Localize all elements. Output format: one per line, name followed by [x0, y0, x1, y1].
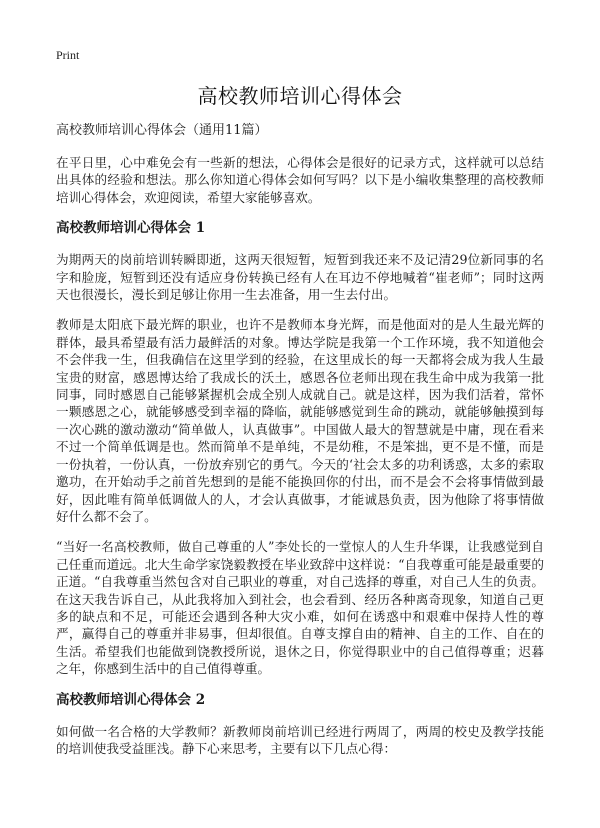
section-1	[56, 219, 544, 677]
section-2-paragraph-1: 如何做一名合格的大学教师？新教师岗前培训已经进行两周了，两周的校史及教学技能的培训使我受益匪浅。静下心来思考，主要有以下几点心得：	[56, 723, 544, 756]
section-1-paragraph-3: “当好一名高校教师，做自己尊重的人”李处长的一堂惊人的人生升华课，让我感觉到自己任重而道远。北大生命学家饶毅教授在毕业致辞中这样说：“自我尊重可能是最重要的正道。“自我尊重当然包含对自己职业的尊重，对自己选择的尊重，对自己人生的负责。在这天我告诉自己，从此我将加入到社会，也会看到、经历各种离奇现象，知道自己更多的缺点和不足，可能还会遇到各种大灾小难，如何在诱惑中和艰难中保持人性的尊严，赢得自己的尊重并非易事，但却很值。自尊支撑自由的精神、自主的工作、自在的生活。希望我们也能做到饶教授所说，退休之日，你觉得职业中的自己值得尊重；迟暮之年，你感到生活中的自己值得尊重。	[56, 539, 544, 677]
section-1-paragraph-1: 为期两天的岗前培训转瞬即逝，这两天很短暂，短暂到我还来不及记清29位新同事的名字和脸庞，短暂到还没有适应身份转换已经有人在耳边不停地喊着“崔老师”；同时这两天也很漫长，漫长到足够让你用一生去准备，用一生去付出。	[56, 252, 544, 303]
section-2	[56, 691, 544, 758]
document-subtitle: 高校教师培训心得体会（通用11篇）	[56, 123, 268, 138]
intro-paragraph: 在平日里，心中难免会有一些新的想法，心得体会是很好的记录方式，这样就可以总结出具体的经验和想法。那么你知道心得体会如何写吗？以下是小编收集整理的高校教师培训心得体会，欢迎阅读，希望大家能够喜欢。	[56, 155, 544, 205]
section-1-paragraph-2: 教师是太阳底下最光辉的职业，也许不是教师本身光辉，而是他面对的是人生最光辉的群体，最具希望最有活力最鲜活的对象。博达学院是我第一个工作环境，我不知道他会不会伴我一生，但我确信在这里学到的经验，在这里成长的每一天都将会成为我人生最宝贵的财富，感恩博达给了我成长的沃土，感恩各位老师出现在我生命中成为我第一批同事，同时感恩自己能够紧握机会成全别人成就自己。就是这样，因为我们活着，常怀一颗感恩之心，就能够感受到幸福的降临，就能够感觉到生命的跳动，就能够触摸到每一次心跳的激动激动“简单做人，认真做事”。中国做人最大的智慧就是中庸，现在看来不过一个简单低调是也。然而简单不是单纯，不是幼稚，不是笨拙，更不是不懂，而是一份执着，一份认真，一份放弃别它的勇气。今天的‘社会太多的功利诱惑，太多的索取邀功，在开始动手之前首先想到的是能不能换回你的付出，而不是会不会将事情做到最好，因此唯有简单低调做人的人，才会认真做事，才能诚恳负责，因为他除了将事情做好什么都不会了。	[56, 317, 544, 524]
section-heading: 高校教师培训心得体会 1	[56, 220, 206, 237]
section-heading: 高校教师培训心得体会 2	[56, 691, 206, 708]
print-link[interactable]: Print	[56, 48, 80, 62]
document-body	[56, 122, 544, 770]
page-title: 高校教师培训心得体会	[197, 84, 403, 108]
